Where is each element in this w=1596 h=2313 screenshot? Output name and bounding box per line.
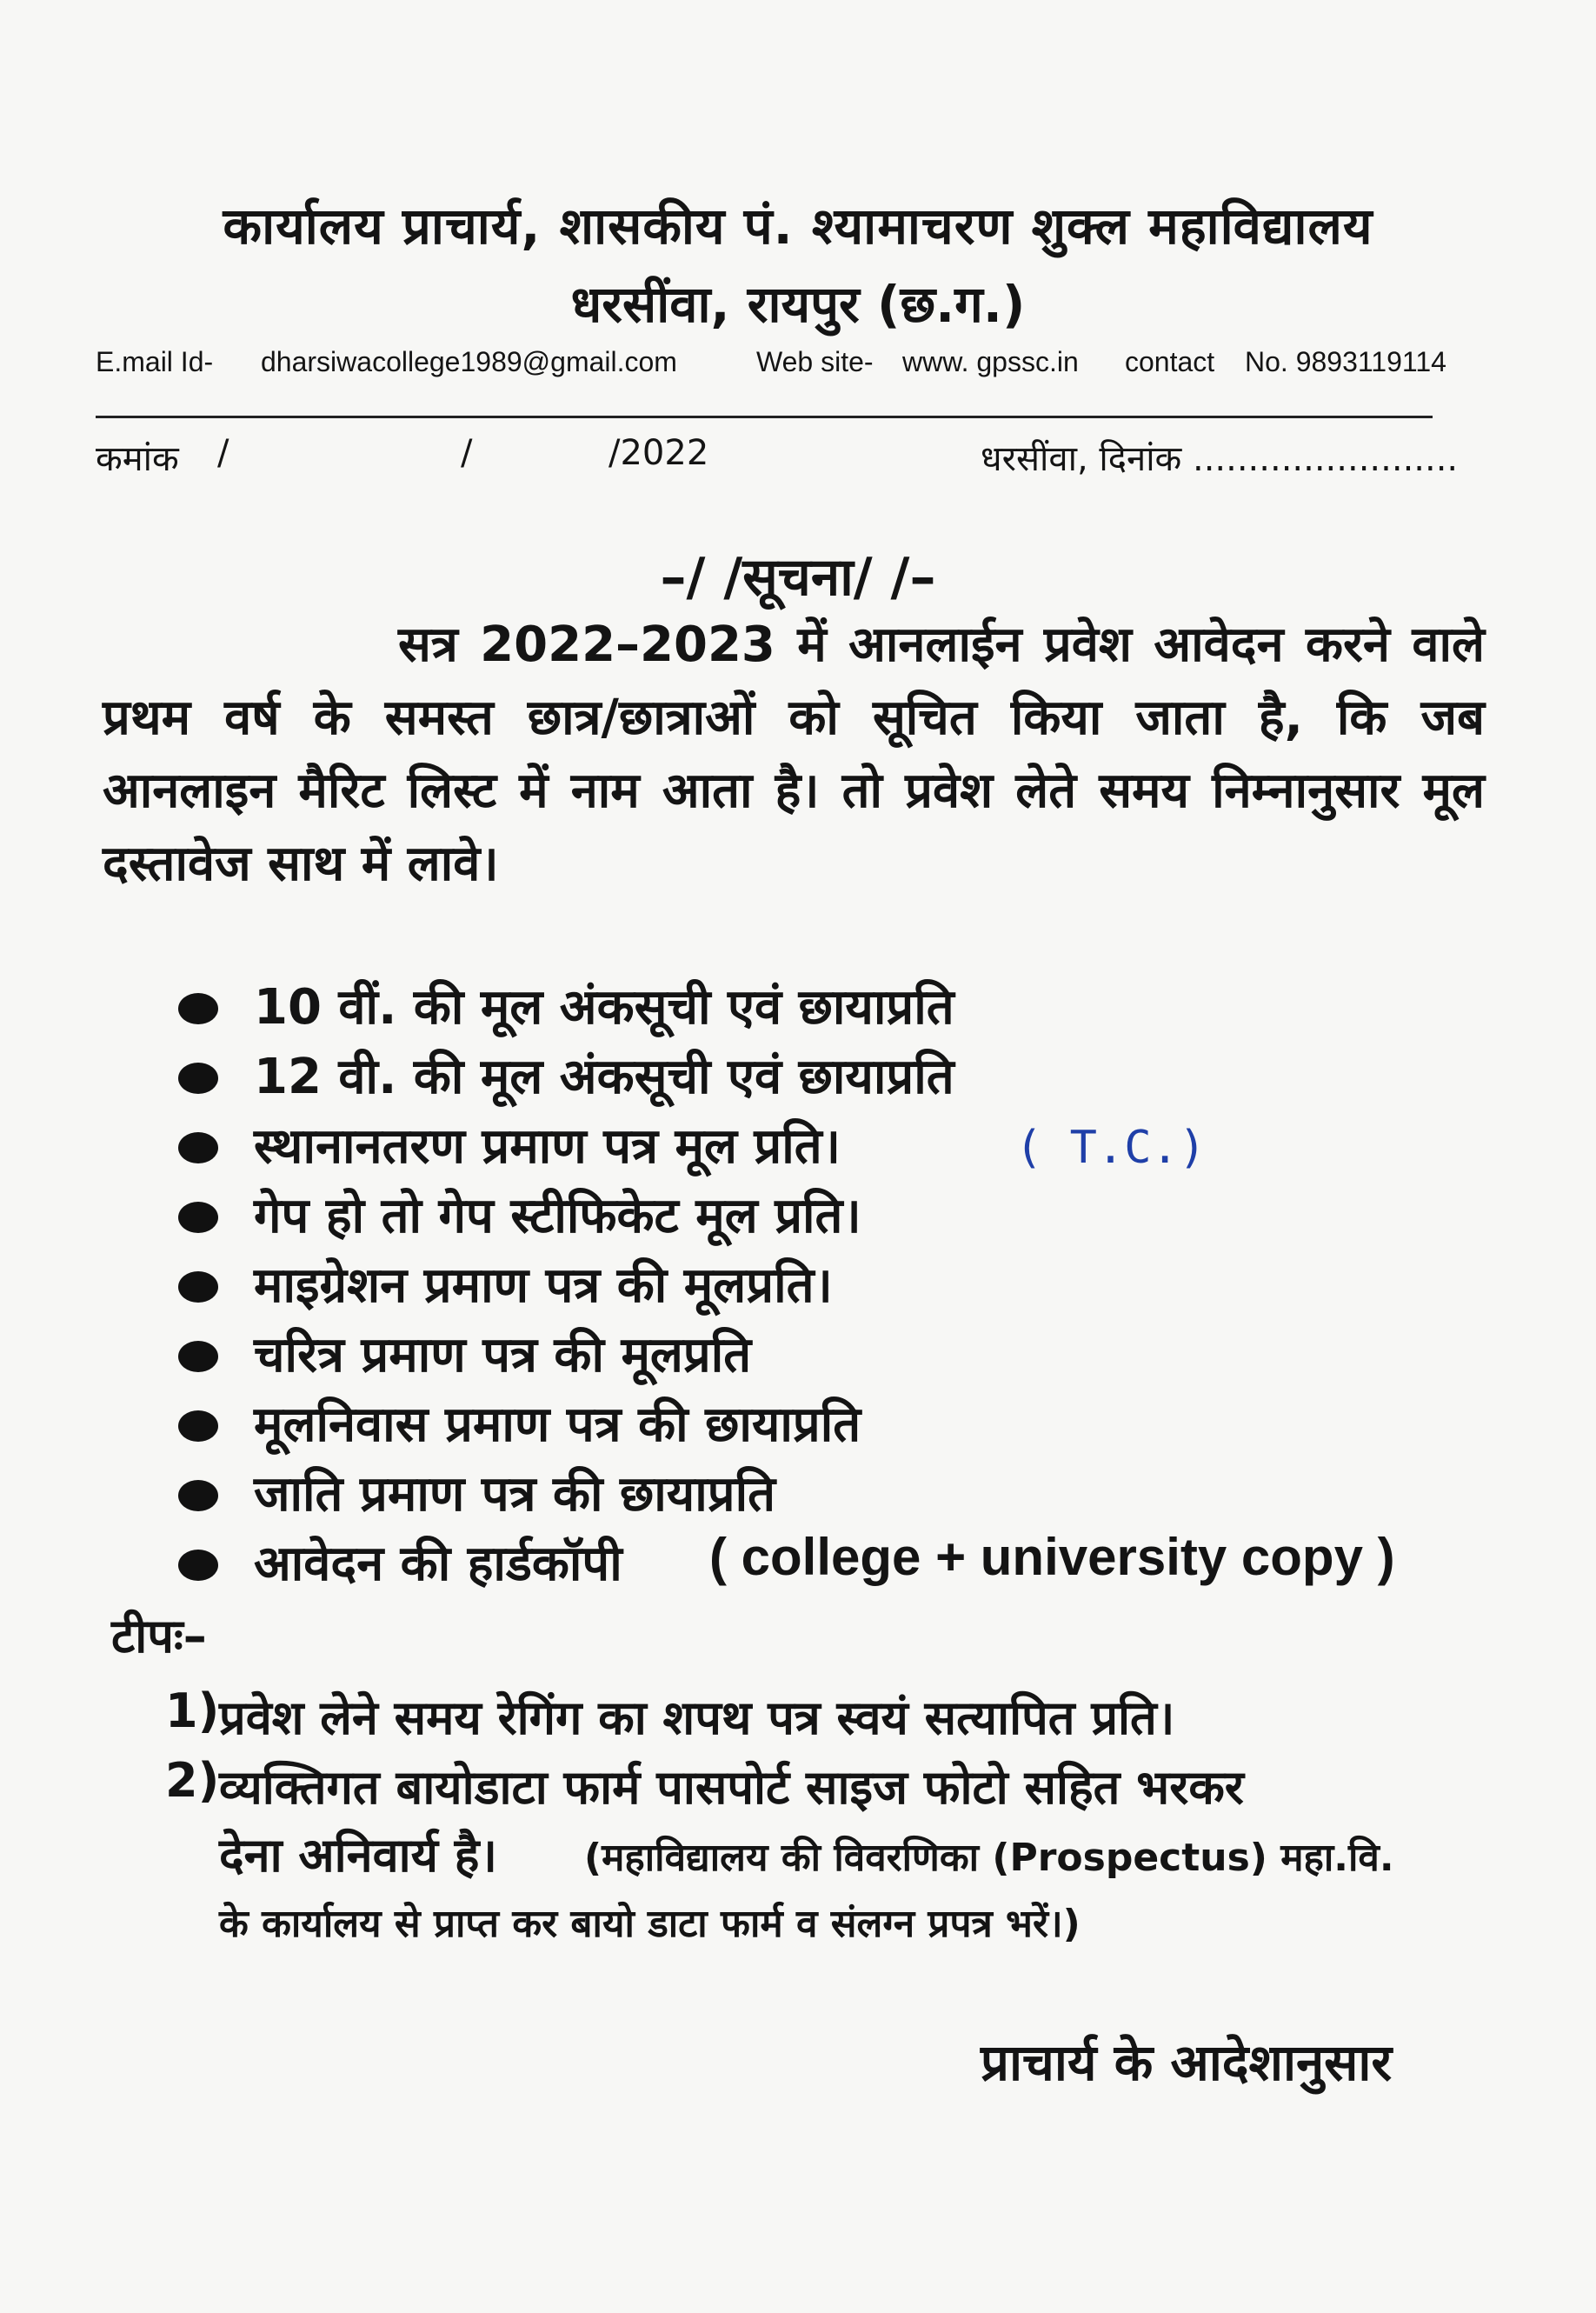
bullet-icon xyxy=(178,1480,218,1511)
list-item: मूलनिवास प्रमाण पत्र की छायाप्रति xyxy=(254,1396,861,1453)
list-item: 12 वी. की मूल अंकसूची एवं छायाप्रति xyxy=(254,1049,954,1105)
tip-number: 1) xyxy=(165,1683,220,1738)
bullet-icon xyxy=(178,1063,218,1094)
tips-heading: टीपः– xyxy=(111,1609,207,1663)
website-address: www. gpssc.in xyxy=(902,346,1079,377)
bullet-icon xyxy=(178,1202,218,1233)
reference-slash-2: / xyxy=(461,433,473,473)
prospectus-note: (महाविद्यालय की विवरणिका (Prospectus) महा.वि. xyxy=(584,1836,1394,1880)
bullet-icon xyxy=(178,1550,218,1581)
notice-title: –/ /सूचना/ /– xyxy=(660,547,936,608)
bullet-icon xyxy=(178,993,218,1024)
principal-order-signature: प्राचार्य के आदेशानुसार xyxy=(981,2033,1393,2092)
hardcopy-english-note: ( college + university copy ) xyxy=(709,1528,1395,1586)
bullet-icon xyxy=(178,1341,218,1372)
tip-number: 2) xyxy=(165,1753,220,1808)
reference-year: /2022 xyxy=(608,433,709,473)
list-item: आवेदन की हार्डकॉपी xyxy=(254,1536,622,1592)
contact-label: contact xyxy=(1125,346,1215,377)
email-label: E.mail Id- xyxy=(96,346,214,377)
prospectus-note-line2: के कार्यालय से प्राप्त कर बायो डाटा फार्म व संलग्न प्रपत्र भरें।) xyxy=(219,1902,1081,1946)
bullet-icon xyxy=(178,1132,218,1163)
list-item: 10 वीं. की मूल अंकसूची एवं छायाप्रति xyxy=(254,979,954,1036)
email-address: dharsiwacollege1989@gmail.com xyxy=(261,346,677,377)
reference-number-label: कमांक xyxy=(96,439,179,479)
tip-text: प्रवेश लेने समय रेगिंग का शपथ पत्र स्वयं सत्यापित प्रति। xyxy=(219,1690,1175,1745)
notice-paragraph: सत्र 2022–2023 में आनलाईन प्रवेश आवेदन करने वाले प्रथम वर्ष के समस्त छात्र/छात्राओं को सूचित किया जाता है, कि जब आनलाइन मैरिट लिस्ट में नाम आता है। तो प्रवेश लेते समय निम्नानुसार मूल दस्तावेज साथ में लावे। xyxy=(103,617,1485,892)
tip-continuation: देना अनिवार्य है। xyxy=(219,1828,497,1883)
tip-text: व्यक्तिगत बायोडाटा फार्म पासपोर्ट साइज फोटो सहित भरकर xyxy=(219,1760,1244,1815)
list-item: गेप हो तो गेप स्टीफिकेट मूल प्रति। xyxy=(254,1188,861,1244)
header-divider xyxy=(96,416,1433,418)
reference-slash-1: / xyxy=(217,433,229,473)
bullet-icon xyxy=(178,1410,218,1442)
list-item: जाति प्रमाण पत्र की छायाप्रति xyxy=(254,1466,776,1523)
place-and-date: धरसींवा, दिनांक ........................ xyxy=(981,439,1459,479)
website-label: Web site- xyxy=(756,346,874,377)
contact-number: No. 9893119114 xyxy=(1245,346,1446,377)
office-location: धरसींवा, रायपुर (छ.ग.) xyxy=(570,275,1026,334)
office-title: कार्यालय प्राचार्य, शासकीय पं. श्यामाचरण शुक्ल महाविद्यालय xyxy=(223,197,1373,256)
list-item: स्थानानतरण प्रमाण पत्र मूल प्रति। xyxy=(254,1118,841,1175)
handwritten-tc-note: ( T.C.) xyxy=(1015,1122,1207,1174)
bullet-icon xyxy=(178,1271,218,1303)
list-item: माइग्रेशन प्रमाण पत्र की मूलप्रति। xyxy=(254,1257,833,1314)
list-item: चरित्र प्रमाण पत्र की मूलप्रति xyxy=(254,1327,752,1383)
